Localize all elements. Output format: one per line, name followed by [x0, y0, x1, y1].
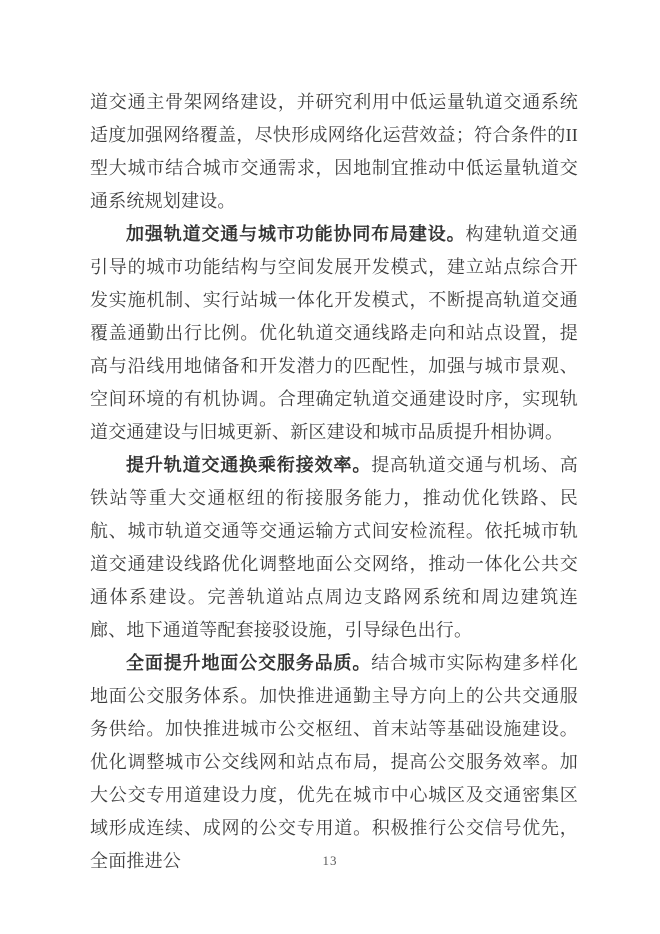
page-number: 13 — [322, 853, 338, 868]
paragraph-text: 结合城市实际构建多样化地面公交服务体系。加快推进通勤主导方向上的公共交通服务供给。加快推进城市公交枢纽、首末站等基础设施建设。优化调整城市公交线网和站点布局，提高公交服务效率。加大公交专用道建设力度，优先在城市中心城区及交通密集区域形成连续、成网的公交专用道。积极推行公交信号优先，全面推进公 — [90, 653, 578, 871]
paragraph-lead: 提升轨道交通换乘衔接效率。 — [126, 455, 372, 475]
paragraph-text: 道交通主骨架网络建设，并研究利用中低运量轨道交通系统适度加强网络覆盖，尽快形成网络化运营效益；符合条件的II型大城市结合城市交通需求，因地制宜推动中低运量轨道交通系统规划建设。 — [90, 92, 578, 211]
paragraph-transfer-efficiency — [90, 449, 578, 647]
paragraph-lead: 加强轨道交通与城市功能协同布局建设。 — [126, 224, 466, 244]
paragraph-lead: 全面提升地面公交服务品质。 — [126, 653, 372, 673]
paragraph-continuation — [90, 86, 578, 218]
document-body — [90, 86, 578, 878]
paragraph-text: 构建轨道交通引导的城市功能结构与空间发展开发模式，建立站点综合开发实施机制、实行站城一体化开发模式，不断提高轨道交通覆盖通勤出行比例。优化轨道交通线路走向和站点设置，提高与沿线用地储备和开发潜力的匹配性，加强与城市景观、空间环境的有机协调。合理确定轨道交通建设时序，实现轨道交通建设与旧城更新、新区建设和城市品质提升相协调。 — [90, 224, 578, 442]
page-footer — [0, 852, 660, 870]
paragraph-text: 提高轨道交通与机场、高铁站等重大交通枢纽的衔接服务能力，推动优化铁路、民航、城市轨道交通等交通运输方式间安检流程。依托城市轨道交通建设线路优化调整地面公交网络，推动一体化公共交通体系建设。完善轨道站点周边支路网系统和周边建筑连廊、地下通道等配套接驳设施，引导绿色出行。 — [90, 455, 578, 640]
paragraph-bus-service-quality — [90, 647, 578, 878]
paragraph-rail-city-planning — [90, 218, 578, 449]
